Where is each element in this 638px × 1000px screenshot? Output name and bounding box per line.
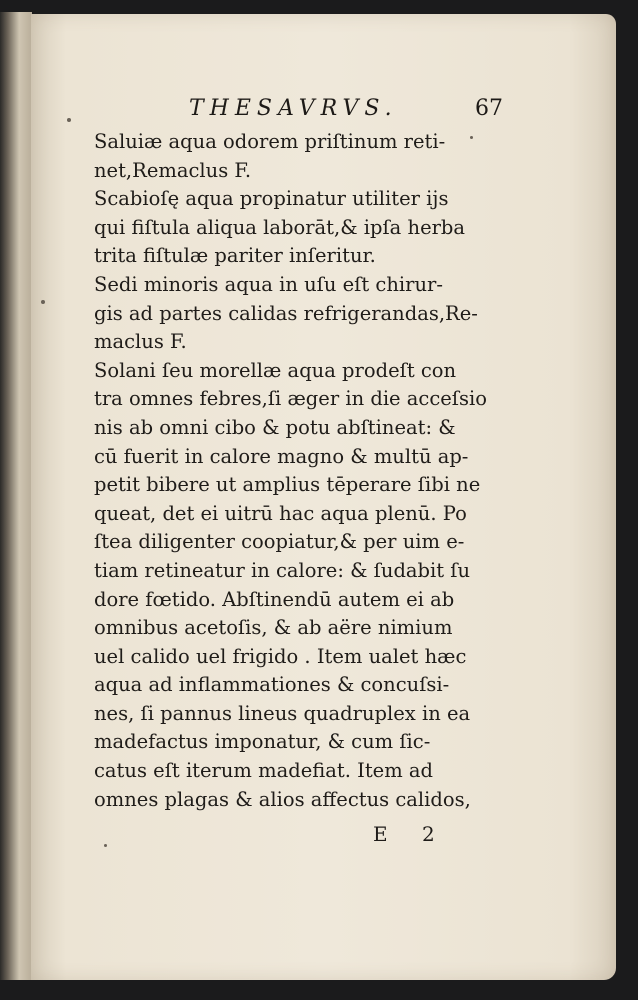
facing-page-edge	[0, 12, 32, 980]
text-line: madefactus imponatur, & cum ſic-	[94, 730, 431, 754]
text-line: aqua ad inflammationes & concuſsi-	[94, 673, 450, 697]
text-line: Scabioſę aqua propinatur utiliter ijs	[94, 187, 449, 211]
text-line: omnes plagas & alios affectus calidos,	[94, 787, 471, 811]
text-line: tiam retineatur in calore: & ſudabit ſu	[94, 558, 471, 582]
text-line: tra omnes febres,ſi æger in die acceſsio	[94, 387, 488, 411]
text-line: ſtea diligenter coopiatur,& per uim e-	[94, 530, 465, 554]
text-line: nis ab omni cibo & potu abſtineat: &	[94, 415, 456, 439]
page-header	[31, 96, 616, 126]
text-line: queat, det ei uitrū hac aqua plenū. Po	[94, 501, 467, 525]
text-line: qui fiſtula aliqua laborāt,& ipſa herba	[94, 215, 466, 239]
text-line: cū fuerit in calore magno & multū ap-	[94, 444, 469, 468]
running-title: THESAVRVS.	[189, 96, 398, 121]
text-line: net,Remaclus F.	[94, 158, 252, 182]
text-line: Saluiæ aqua odorem priſtinum reti-	[94, 130, 446, 153]
text-line: omnibus acetoſis, & ab aëre nimium	[94, 616, 453, 640]
text-line: gis ad partes calidas refrigerandas,Re-	[94, 301, 478, 325]
text-line: dore fœtido. Abſtinendū autem ei ab	[94, 587, 455, 611]
body-text	[94, 128, 502, 814]
signature-mark: E 2	[373, 822, 449, 846]
text-line: uel calido uel frigido . Item ualet hæc	[94, 644, 467, 668]
ink-speck	[41, 300, 45, 304]
ink-speck	[470, 136, 473, 139]
text-line: trita fiſtulæ pariter inſeritur.	[94, 244, 376, 268]
folio-number: 67	[475, 96, 503, 121]
text-line: catus eſt iterum madefiat. Item ad	[94, 759, 434, 783]
text-line: Sedi minoris aqua in uſu eſt chirur-	[94, 272, 443, 296]
text-line: maclus F.	[94, 330, 187, 354]
ink-speck	[104, 844, 107, 847]
ink-speck	[67, 118, 71, 122]
text-line: nes, ſi pannus lineus quadruplex in ea	[94, 701, 471, 725]
page-leaf	[31, 14, 616, 980]
text-line: petit bibere ut amplius tēperare ſibi ne	[94, 473, 481, 497]
text-line: Solani ſeu morellæ aqua prodeſt con	[94, 358, 457, 382]
